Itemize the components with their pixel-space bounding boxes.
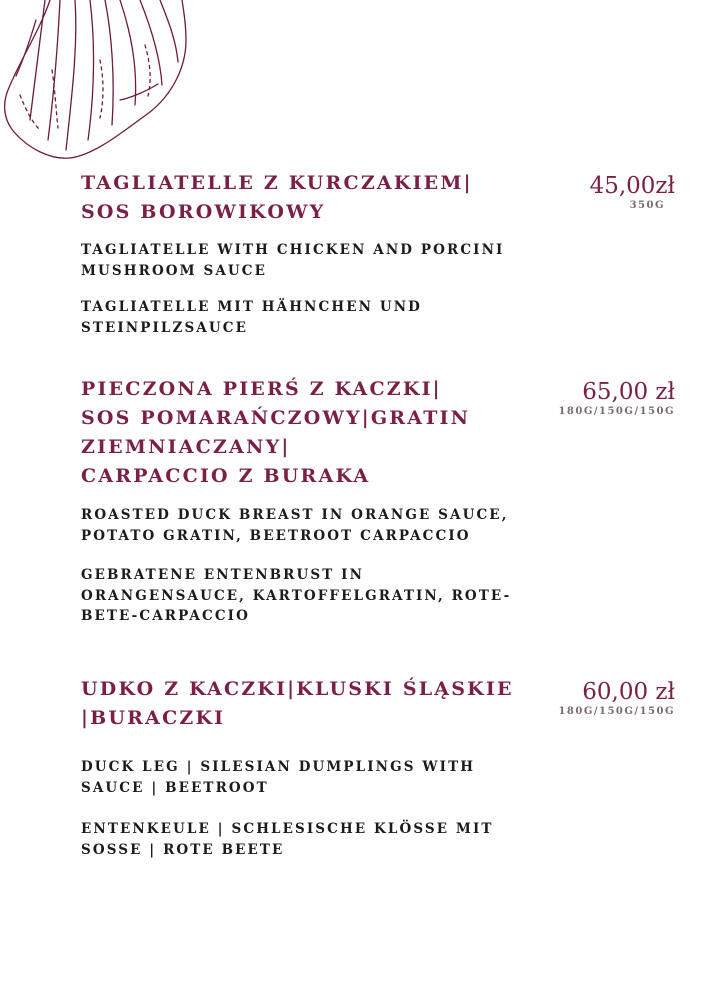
dish-price: 60,00 zł: [582, 679, 675, 705]
ginkgo-leaf-icon: [0, 0, 200, 165]
price-block: [558, 379, 675, 419]
dish-title: TAGLIATELLE Z KURCZAKIEM| SOS BOROWIKOWY: [81, 172, 473, 223]
price-block: [590, 173, 675, 213]
dish-price: 65,00 zł: [582, 379, 675, 405]
dish-weight: 180G/150G/150G: [558, 706, 675, 717]
price-block: [558, 679, 675, 719]
description-english: DUCK LEG | SILESIAN DUMPLINGS WITH SAUCE | BEETROOT: [81, 759, 476, 796]
dish-weight: 180G/150G/150G: [558, 406, 675, 417]
description-english: TAGLIATELLE WITH CHICKEN AND PORCINI MUSHROOM SAUCE: [81, 242, 505, 279]
description-english: ROASTED DUCK BREAST IN ORANGE SAUCE, POTATO GRATIN, BEETROOT CARPACCIO: [81, 507, 509, 544]
dish-weight: 350G: [629, 200, 665, 211]
menu-item: [81, 169, 691, 338]
description-german: GEBRATENE ENTENBRUST IN ORANGENSAUCE, KARTOFFELGRATIN, ROTE- BETE-CARPACCIO: [81, 567, 512, 624]
description-german: TAGLIATELLE MIT HÄHNCHEN UND STEINPILZSAUCE: [81, 299, 422, 336]
dish-price: 45,00zł: [589, 173, 675, 199]
dish-title: PIECZONA PIERŚ Z KACZKI| SOS POMARAŃCZOWY|GRATIN ZIEMNIACZANY| CARPACCIO Z BURAKA: [81, 378, 471, 487]
dish-title: UDKO Z KACZKI|KLUSKI ŚLĄSKIE |BURACZKI: [81, 678, 514, 729]
description-german: ENTENKEULE | SCHLESISCHE KLÖSSE MIT SOSSE | ROTE BEETE: [81, 821, 494, 858]
menu-item: [81, 375, 691, 627]
menu-item: [81, 675, 691, 860]
